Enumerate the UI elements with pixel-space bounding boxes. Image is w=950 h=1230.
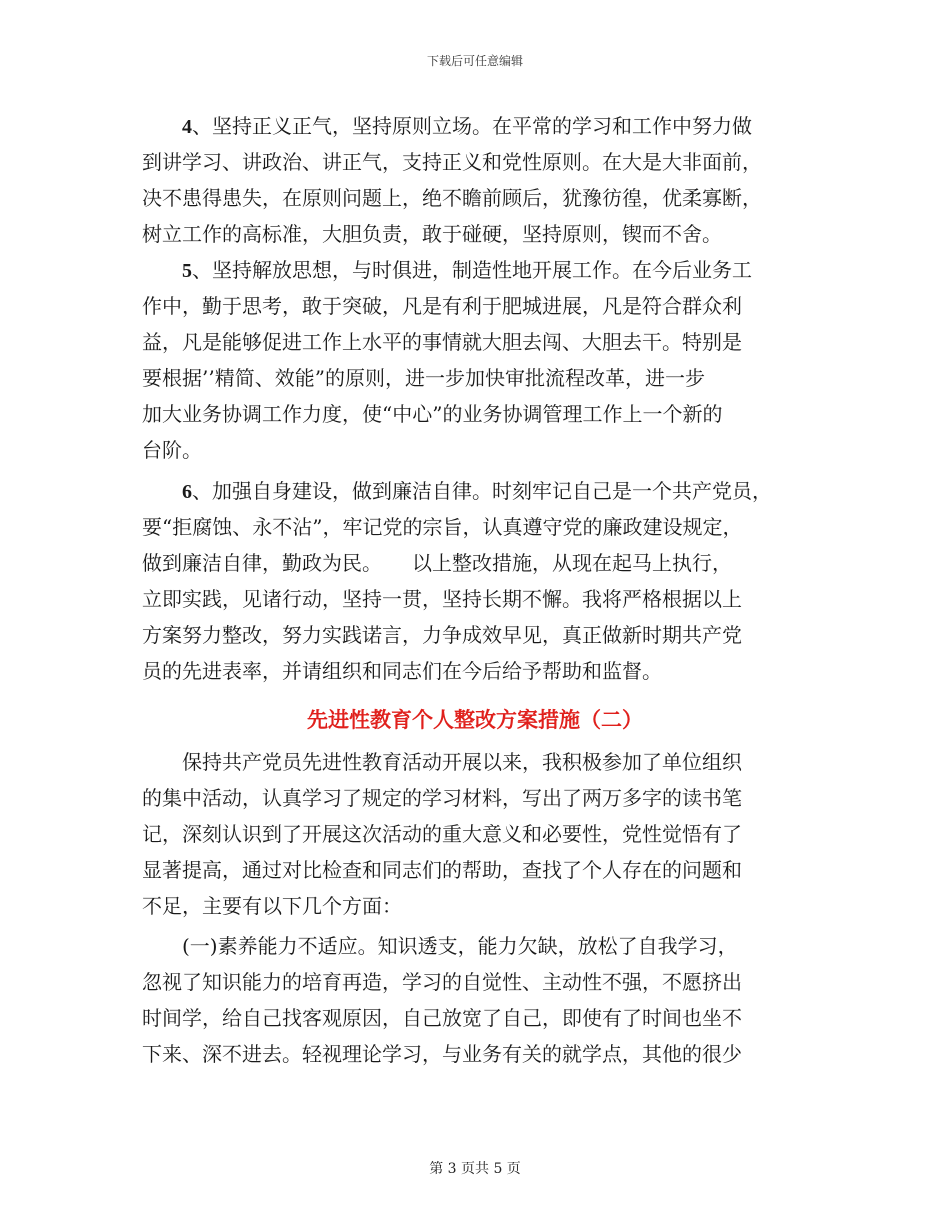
item-1-line-4: 下来、深不进去。轻视理论学习，与业务有关的就学点，其他的很少 — [142, 1042, 742, 1066]
section-4-line-3: 决不患得患失，在原则问题上，绝不瞻前顾后，犹豫彷徨，优柔寡断， — [142, 186, 762, 210]
page-footer: 第 3 页共 5 页 — [429, 1161, 521, 1177]
item-1-line-2: 忽视了知识能力的培育再造，学习的自觉性、主动性不强，不愿挤出 — [142, 970, 742, 994]
section-6-line-5: 方案努力整改，努力实践诺言，力争成效早见，真正做新时期共产党 — [142, 623, 742, 647]
section-4-line-2: 到讲学习、讲政治、讲正气，支持正义和党性原则。在大是大非面前， — [142, 150, 762, 174]
section-6-line-6: 员的先进表率，并请组织和同志们在今后给予帮助和监督。 — [142, 659, 662, 683]
section-6-line-1 — [182, 475, 772, 508]
section-5-line-5: 加大业务协调工作力度，使“中心”的业务协调管理工作上一个新的 — [142, 402, 723, 426]
section-5-line-2: 作中，勤于思考，敢于突破，凡是有利于肥城进展，凡是符合群众利 — [142, 294, 742, 318]
section-6-number: 6 — [182, 481, 192, 503]
intro-line-4: 显著提高，通过对比检查和同志们的帮助，查找了个人存在的问题和 — [142, 858, 742, 882]
section-5-number: 5 — [182, 260, 192, 282]
intro-line-5: 不足，主要有以下几个方面： — [142, 894, 402, 918]
section-4-number: 4 — [182, 116, 192, 138]
item-1-line-1: (一)素养能力不适应。知识透支，能力欠缺，放松了自我学习， — [182, 934, 738, 958]
section-5-line-6: 台阶。 — [142, 438, 202, 462]
section-4-line-4: 树立工作的高标准，大胆负责，敢于碰硬，坚持原则，锲而不舍。 — [142, 222, 722, 246]
section-title: 先进性教育个人整改方案措施（二） — [307, 707, 643, 732]
section-6-line-2: 要“拒腐蚀、永不沾”，牢记党的宗旨，认真遵守党的廉政建设规定， — [142, 515, 743, 539]
intro-line-2: 的集中活动，认真学习了规定的学习材料，写出了两万多字的读书笔 — [142, 786, 742, 810]
section-5-text-1: 、坚持解放思想，与时俱进，制造性地开展工作。在今后业务工 — [192, 258, 752, 282]
section-6-line-3: 做到廉洁自律，勤政为民。 以上整改措施，从现在起马上执行， — [142, 551, 732, 575]
section-5-line-1 — [182, 254, 752, 287]
intro-line-1: 保持共产党员先进性教育活动开展以来，我积极参加了单位组织 — [182, 750, 742, 774]
section-4-text-1: 、坚持正义正气，坚持原则立场。在平常的学习和工作中努力做 — [192, 114, 752, 138]
page-header: 下载后可任意编辑 — [426, 54, 523, 68]
section-6-line-4: 立即实践，见诸行动，坚持一贯，坚持长期不懈。我将严格根据以上 — [142, 587, 742, 611]
section-5-line-4: 要根据’’精简、效能”的原则，进一步加快审批流程改革，进一步 — [142, 366, 705, 390]
intro-line-3: 记，深刻认识到了开展这次活动的重大意义和必要性，党性觉悟有了 — [142, 822, 742, 846]
item-1-line-3: 时间学，给自己找客观原因，自己放宽了自己，即使有了时间也坐不 — [142, 1006, 742, 1030]
section-6-text-1: 、加强自身建设，做到廉洁自律。时刻牢记自己是一个共产党员， — [192, 479, 772, 503]
section-4-line-1 — [182, 110, 752, 143]
section-5-line-3: 益，凡是能够促进工作上水平的事情就大胆去闯、大胆去干。特别是 — [142, 330, 742, 354]
